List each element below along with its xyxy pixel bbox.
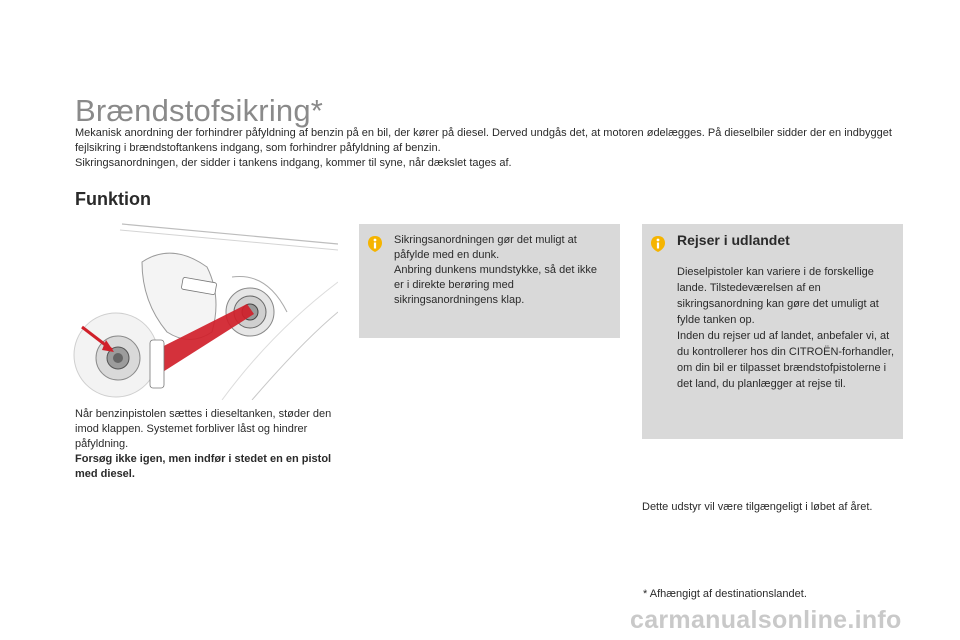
caption-warning: Forsøg ikke igen, men indfør i stedet en en pistol med diesel. [75, 453, 332, 480]
fuel-filler-illustration [72, 222, 338, 400]
availability-note: Dette udstyr vil være tilgængeligt i løbet af året. [642, 501, 873, 513]
info-box-dunk-line-1: Sikringsanordningen gør det muligt at påfylde med en dunk. [394, 234, 577, 261]
illustration-caption [75, 407, 337, 482]
filler-neck-drawing [226, 276, 287, 336]
page-title: Brændstofsikring* [75, 93, 324, 128]
intro-paragraph-2: Sikringsanordningen, der sidder i tankens indgang, kommer til syne, når dækslet tages af. [75, 157, 512, 169]
info-box-travel-heading: Rejser i udlandet [677, 232, 790, 248]
info-box-dunk-text [394, 233, 609, 308]
watermark: carmanualsonline.info [630, 606, 902, 634]
info-box-travel [642, 224, 903, 439]
caption-text: Når benzinpistolen sættes i dieseltanken, støder den imod klappen. Systemet forbliver låst og hindrer påfyldning. [75, 408, 332, 450]
info-box-dunk-line-2: Anbring dunkens mundstykke, så det ikke er i direkte berøring med sikringsanordningens klap. [394, 264, 598, 306]
info-box-travel-text [677, 264, 897, 392]
intro-paragraph-1: Mekanisk anordning der forhindrer påfyldning af benzin på en bil, der kører på diesel. Derved undgås det, at motoren ødelægges. På dieselbiler sidder der en indbygget fejlsikring i brændstoftankens indgang, som forhindrer påfyldning af benzin. [75, 127, 892, 154]
info-box-travel-line-1: Dieselpistoler kan variere i de forskellige lande. Tilstedeværelsen af en sikringsanordning kan gøre det umuligt at fylde tanken op. [677, 266, 879, 326]
section-title: Funktion [75, 189, 151, 209]
info-box-travel-line-2: Inden du rejser ud af landet, anbefaler vi, at du kontrollerer hos din CITROËN-forhandler, om din bil er tilpasset brændstofpistolerne i det land, du planlægger at rejse til. [677, 330, 895, 390]
intro-text [75, 126, 915, 171]
info-icon [367, 235, 383, 253]
detail-magnifier [74, 313, 164, 397]
info-box-dunk [359, 224, 620, 338]
footnote: * Afhængigt af destinationslandet. [643, 588, 807, 600]
info-icon [650, 235, 666, 253]
